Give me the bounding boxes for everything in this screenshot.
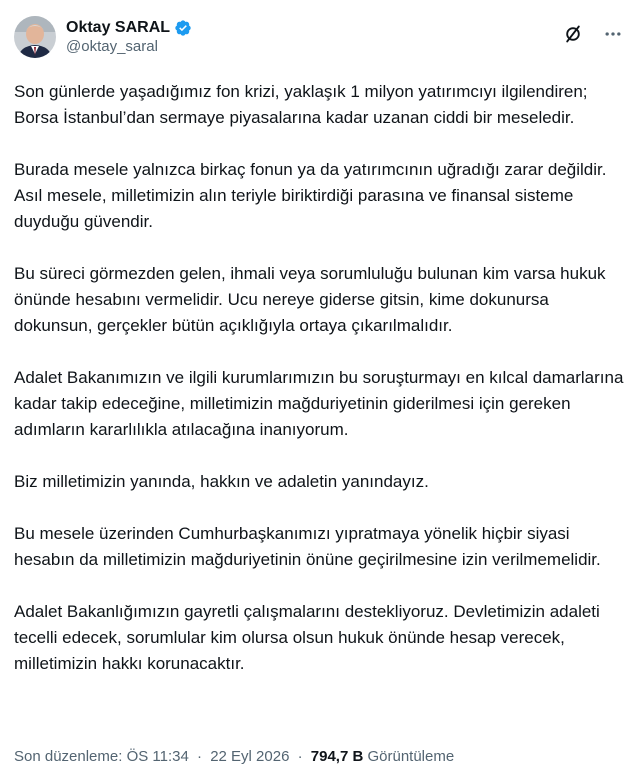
tweet-date[interactable]: 22 Eyl 2026 <box>210 748 290 765</box>
grok-icon[interactable] <box>562 23 584 45</box>
tweet-time[interactable]: ÖS 11:34 <box>126 748 189 765</box>
author-handle[interactable]: @oktay_saral <box>66 37 158 55</box>
tweet-paragraph: Adalet Bakanımızın ve ilgili kurumlarımızın bu soruşturmayı en kılcal damarlarına kadar takip edeceğine, milletimizin mağduriyetinin giderilmesi için gereken adımların kararlılıkla atılacağına inanıyorum. <box>14 368 624 439</box>
separator-dot: · <box>197 748 203 765</box>
avatar[interactable] <box>14 16 56 58</box>
name-row <box>66 18 192 38</box>
tweet-paragraph: Bu süreci görmezden gelen, ihmali veya sorumluluğu bulunan kim varsa hukuk önünde hesabını vermelidir. Ucu nereye giderse gitsin, kime dokunursa dokunsun, gerçekler bütün açıklığıyla ortaya çıkarılmalıdır. <box>14 264 606 335</box>
tweet-paragraph: Son günlerde yaşadığımız fon krizi, yaklaşık 1 milyon yatırımcıyı ilgilendiren; Borsa İstanbul’dan sermaye piyasalarına kadar uzanan ciddi bir meseledir. <box>14 82 588 127</box>
tweet-paragraph: Bu mesele üzerinden Cumhurbaşkanımızı yıpratmaya yönelik hiçbir siyasi hesabın da milletimizin mağduriyetinin önüne geçirilmesine izin verilmemelidir. <box>14 524 601 569</box>
author-identity <box>66 18 192 57</box>
tweet-paragraph: Biz milletimizin yanında, hakkın ve adaletin yanındayız. <box>14 472 429 491</box>
edited-label[interactable]: Son düzenleme: <box>14 748 123 765</box>
tweet-paragraph: Burada mesele yalnızca birkaç fonun ya da yatırımcının uğradığı zarar değildir. Asıl mesele, milletimizin alın teriyle biriktirdiği parasına ve finansal sisteme duyduğu güvendir. <box>14 160 607 231</box>
verified-badge-icon <box>174 19 192 37</box>
tweet-text <box>14 79 626 677</box>
header-actions <box>562 23 624 45</box>
views-label: Görüntüleme <box>367 748 455 765</box>
more-icon[interactable] <box>602 23 624 45</box>
tweet-paragraph: Adalet Bakanlığımızın gayretli çalışmalarını destekliyoruz. Devletimizin adaleti tecelli edecek, sorumlular kim olursa olsun hukuk önünde hesap verecek, milletimizin hakkı korunacaktır. <box>14 602 600 673</box>
display-name[interactable]: Oktay SARAL <box>66 18 171 36</box>
tweet-header <box>14 12 626 62</box>
tweet-footer <box>14 748 454 765</box>
separator-dot: · <box>297 748 303 765</box>
views-count: 794,7 B <box>310 748 364 765</box>
